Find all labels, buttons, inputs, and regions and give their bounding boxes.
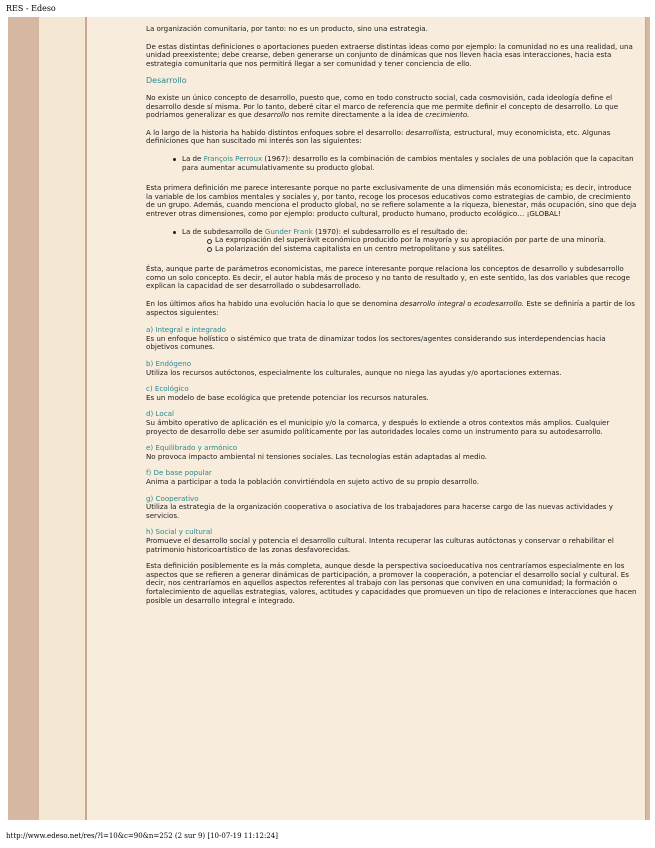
definition-perroux: La de François Perroux (1967): desarrollo es la combinación de cambios mentales y sociales de una población que la capacitan para aumentar acumulativamente su producto global. [174, 155, 637, 172]
intro-paragraph-1: La organización comunitaria, por tanto: no es un producto, sino una estrategia. [146, 24, 428, 33]
cause-item: La polarización del sistema capitalista en un centro metropolitano y sus satélites. [208, 245, 637, 254]
aspect-title: e) Equilibrado y armónico [146, 443, 238, 453]
aspect-text: No provoca impacto ambiental ni tensiones sociales. Las tecnologías están adaptadas al medio. [146, 451, 488, 461]
section-paragraph-2: A lo largo de la historia ha habido distintos enfoques sobre el desarrollo: desarrollista, estructural, muy economicista, etc. Algunas definiciones que han suscitado mi interés son las siguientes: [146, 127, 611, 146]
left-margin-column [39, 17, 86, 820]
aspect-title: b) Endógeno [146, 359, 192, 369]
aspect-local [146, 410, 637, 436]
section-paragraph-4: Ésta, aunque parte de parámetros economicistas, me parece interesante porque relaciona los conceptos de desarrollo y subdesarrollo como un solo concepto. Es decir, el autor habla más de proceso y no tanto de resultado y, en este sentido, las dos variables que recoge explican la capacidad de ser desarrollado o subdesarrollado. [146, 264, 630, 291]
aspect-title: d) Local [146, 409, 174, 419]
aspect-text: Utiliza los recursos autóctonos, especialmente los culturales, aunque no niega las ayudas y/o aportaciones externas. [146, 367, 562, 377]
aspect-equilibrado [146, 444, 637, 461]
page-frame [8, 17, 650, 820]
intro-paragraph-2: De estas distintas definiciones o aportaciones pueden extraerse distintas ideas como por ejemplo: la comunidad no es una realidad, una unidad preexistente; debe crearse, deben generarse un conjunto de dinámicas que nos lleven hacia esas interacciones, hacia esta estrategia comunitaria que nos permitirá llegar a ser comunidad y tener conciencia de ello. [146, 41, 633, 68]
section-paragraph-5: En los últimos años ha habido una evolución hacia lo que se denomina desarrollo integral o ecodesarrollo. Este se definiría a partir de los aspectos siguientes: [146, 299, 635, 317]
link-francois-perroux[interactable]: François Perroux [203, 153, 263, 163]
definition-list-1 [146, 155, 637, 172]
definition-gunder-frank: La de subdesarrollo de Gunder Frank (1970): el subdesarrollo es el resultado de: La expropiación del superávit económico producido por la mayoría y su apropiación por parte de una minoría. La polarización del sistema capitalista en un centro metropolitano y sus satélites. [174, 228, 637, 254]
closing-paragraph: Esta definición posiblemente es la más completa, aunque desde la perspectiva socioeducativa nos centraríamos especialmente en los aspectos que se refieren a generar dinámicas de participación, a promover la cooperación, a potenciar el desarrollo social y cultural. Es decir, nos centraríamos en aquellos aspectos referentes al trabajo con las personas que conviven en una comunidad; la formación o fortalecimiento de aquellas estrategias, valores, actitudes y capacidades que promueven un tipo de relaciones e interacciones que hacen posible un desarrollo integral e integrado. [146, 561, 637, 605]
subdevelopment-causes-list [182, 236, 637, 253]
browser-print-header [0, 0, 655, 18]
aspect-social-cultural [146, 528, 637, 554]
aspect-ecologico [146, 385, 637, 402]
definition-list-2 [146, 228, 637, 254]
aspect-title: c) Ecológico [146, 384, 189, 394]
aspect-text: Promueve el desarrollo social y potencia el desarrollo cultural. Intenta recuperar las culturas autóctonas y conservar o rehabilitar el patrimonio historicoartístico de las zonas desfavorecidas. [146, 535, 614, 554]
link-gunder-frank[interactable]: Gunder Frank [264, 226, 313, 236]
aspect-text: Es un modelo de base ecológica que pretende potenciar los recursos naturales. [146, 392, 429, 402]
aspect-cooperativo [146, 495, 637, 521]
aspect-text: Utiliza la estrategia de la organización cooperativa o asociativa de los trabajadores para hacerse cargo de las nuevas actividades y servicios. [146, 502, 613, 520]
cause-item: La expropiación del superávit económico producido por la mayoría y su apropiación por parte de una minoría. [208, 236, 637, 245]
section-paragraph-3: Esta primera definición me parece interesante porque no parte exclusivamente de una dimensión más economicista; es decir, introduce la variable de los cambios mentales y sociales y, por tanto, recoge los procesos educativos como estrategias de cambio, de crecimiento de un grupo. Además, cuando menciona el producto global, no se refiere solamente a la riqueza, bienestar, más ocupación, sino que deja entrever otras dimensiones, como por ejemplo: producto cultural, producto humano, producto ecológico… ¡GLOBAL! [146, 183, 637, 218]
aspect-text: Anima a participar a toda la población convirtiéndola en sujeto activo de su propio desarrollo. [146, 476, 479, 486]
article-body [86, 17, 646, 820]
section-paragraph-1: No existe un único concepto de desarrollo, puesto que, como en todo constructo social, cada cosmovisión, cada ideología define el desarrollo desde sí misma. Por lo tanto, deberé citar el marco de referencia que me permite definir el concepto de desarrollo. Lo que podríamos generalizar es que desarrollo nos remite directamente a la idea de crecimiento. [146, 92, 619, 120]
page-header-title: RES - Edeso [6, 4, 56, 13]
page-footer-url: http://www.edeso.net/res/?l=10&c=90&n=252 (2 sur 9) [10-07-19 11:12:24] [6, 832, 278, 840]
browser-print-footer [0, 822, 655, 846]
aspect-base-popular [146, 469, 637, 486]
aspect-title: f) De base popular [146, 468, 212, 478]
aspect-title: a) Integral e integrado [146, 325, 226, 335]
aspect-text: Es un enfoque holístico o sistémico que trata de dinamizar todos los sectores/agentes considerando sus interdependencias hacia objetivos comunes. [146, 333, 606, 352]
aspect-endogeno [146, 360, 637, 377]
aspect-integral [146, 326, 637, 352]
aspect-title: h) Social y cultural [146, 527, 213, 537]
section-heading: Desarrollo [146, 76, 187, 86]
aspect-text: Su ámbito operativo de aplicación es el municipio y/o la comarca, y después lo extiende a otros contextos más amplios. Cualquier proyecto de desarrollo debe ser asumido políticamente por las autoridades locales como un instrumento para su autodesarrollo. [146, 418, 610, 436]
aspect-title: g) Cooperativo [146, 493, 199, 503]
